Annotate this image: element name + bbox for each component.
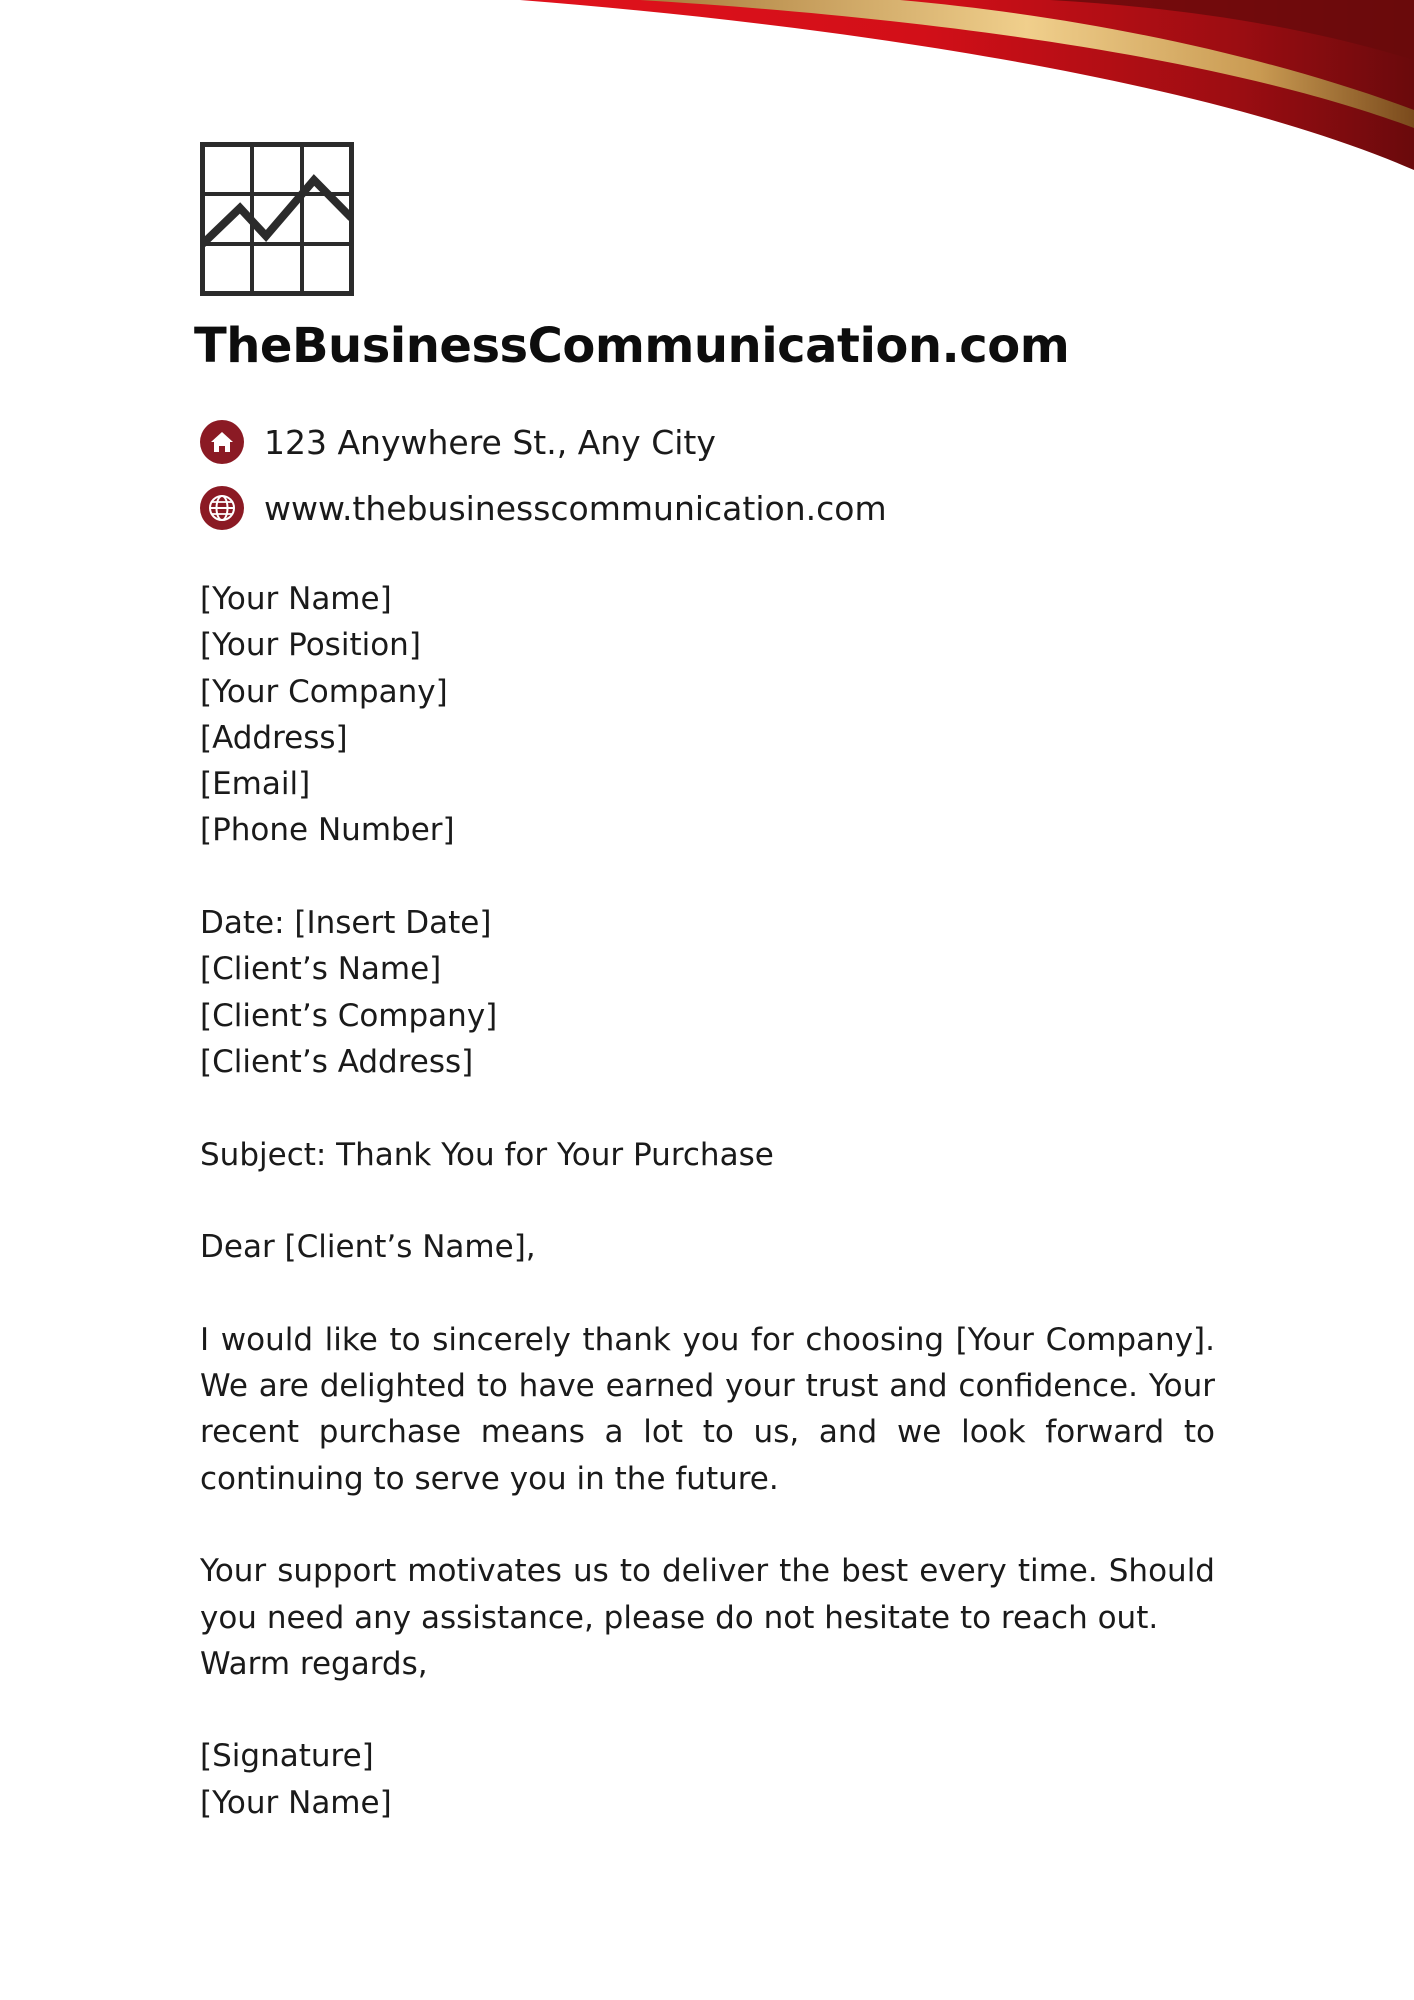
sender-email: [Email] bbox=[200, 766, 311, 803]
recipient-name: [Client’s Name] bbox=[200, 951, 442, 988]
contact-address: 123 Anywhere St., Any City bbox=[264, 422, 716, 462]
contact-address-row bbox=[200, 420, 716, 464]
sender-address: [Address] bbox=[200, 719, 348, 756]
body-paragraph-1: I would like to sincerely thank you for choosing [Your Company]. We are delighted to have earned your trust and confidence. Your recent purchase means a lot to us, and we look forward to continuing to serve you in the future. bbox=[200, 1321, 1215, 1497]
globe-icon bbox=[200, 486, 244, 530]
sender-name: [Your Name] bbox=[200, 581, 392, 617]
recipient-company: [Client’s Company] bbox=[200, 997, 498, 1034]
sender-company: [Your Company] bbox=[200, 673, 448, 710]
spacer bbox=[200, 1270, 1215, 1316]
brand-name: TheBusinessCommunication.com bbox=[194, 318, 1070, 374]
letter-closing: Warm regards, bbox=[200, 1645, 428, 1682]
contact-website[interactable]: www.thebusinesscommunication.com bbox=[264, 488, 887, 528]
home-icon bbox=[200, 420, 244, 464]
letter-date: Date: [Insert Date] bbox=[200, 905, 492, 942]
spacer bbox=[200, 1687, 1215, 1733]
letter-subject: Subject: Thank You for Your Purchase bbox=[200, 1136, 774, 1173]
signature-name: [Your Name] bbox=[200, 1784, 392, 1821]
letter-body bbox=[200, 576, 1215, 1826]
letter-salutation: Dear [Client’s Name], bbox=[200, 1229, 536, 1266]
spacer bbox=[200, 1178, 1215, 1224]
contact-website-row bbox=[200, 486, 887, 530]
sender-position: [Your Position] bbox=[200, 627, 421, 664]
signature-line: [Signature] bbox=[200, 1738, 374, 1775]
sender-phone: [Phone Number] bbox=[200, 812, 455, 849]
body-paragraph-2: Your support motivates us to deliver the best every time. Should you need any assistance, please do not hesitate to reach out. bbox=[200, 1553, 1215, 1636]
chart-grid-icon bbox=[200, 142, 354, 296]
spacer bbox=[200, 1502, 1215, 1548]
spacer bbox=[200, 854, 1215, 900]
spacer bbox=[200, 1085, 1215, 1131]
recipient-address: [Client’s Address] bbox=[200, 1043, 474, 1080]
